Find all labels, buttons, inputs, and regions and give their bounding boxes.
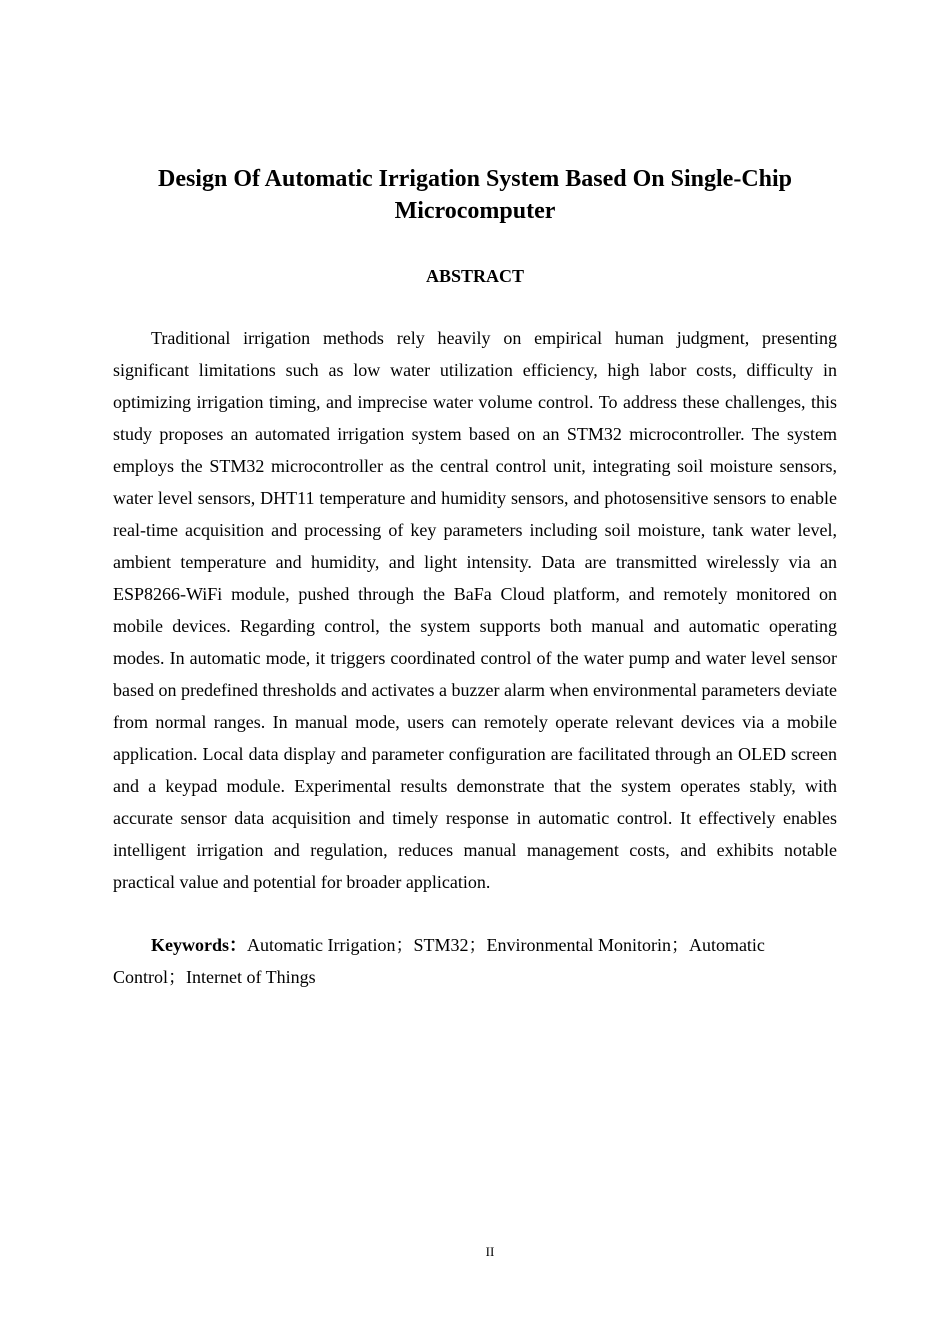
keywords-label: Keywords： [151, 935, 247, 955]
keywords-text: Automatic Irrigation；STM32；Environmental Monitorin；Automatic Control；Internet of Things [113, 935, 765, 987]
abstract-heading: ABSTRACT [425, 266, 525, 286]
page-number: II [485, 1244, 495, 1259]
paper-title: Design Of Automatic Irrigation System Based On Single-Chip Microcomputer [157, 166, 793, 224]
abstract-body: Traditional irrigation methods rely heavily on empirical human judgment, presenting significant limitations such as low water utilization efficiency, high labor costs, difficulty in optimizing irrigation timing, and imprecise water volume control. To address these challenges, this study proposes an automated irrigation system based on an STM32 microcontroller. The system employs the STM32 microcontroller as the central control unit, integrating soil moisture sensors, water level sensors, DHT11 temperature and humidity sensors, and photosensitive sensors to enable real-time acquisition and processing of key parameters including soil moisture, tank water level, ambient temperature and humidity, and light intensity. Data are transmitted wirelessly via an ESP8266-WiFi module, pushed through the BaFa Cloud platform, and remotely monitored on mobile devices. Regarding control, the system supports both manual and automatic operating modes. In automatic mode, it triggers coordinated control of the water pump and water level sensor based on predefined thresholds and activates a buzzer alarm when environmental parameters deviate from normal ranges. In manual mode, users can remotely operate relevant devices via a mobile application. Local data display and parameter configuration are facilitated through an OLED screen and a keypad module. Experimental results demonstrate that the system operates stably, with accurate sensor data acquisition and timely response in automatic control. It effectively enables intelligent irrigation and regulation, reduces manual management costs, and exhibits notable practical value and potential for broader application. [113, 328, 837, 892]
keywords-line [113, 929, 837, 993]
